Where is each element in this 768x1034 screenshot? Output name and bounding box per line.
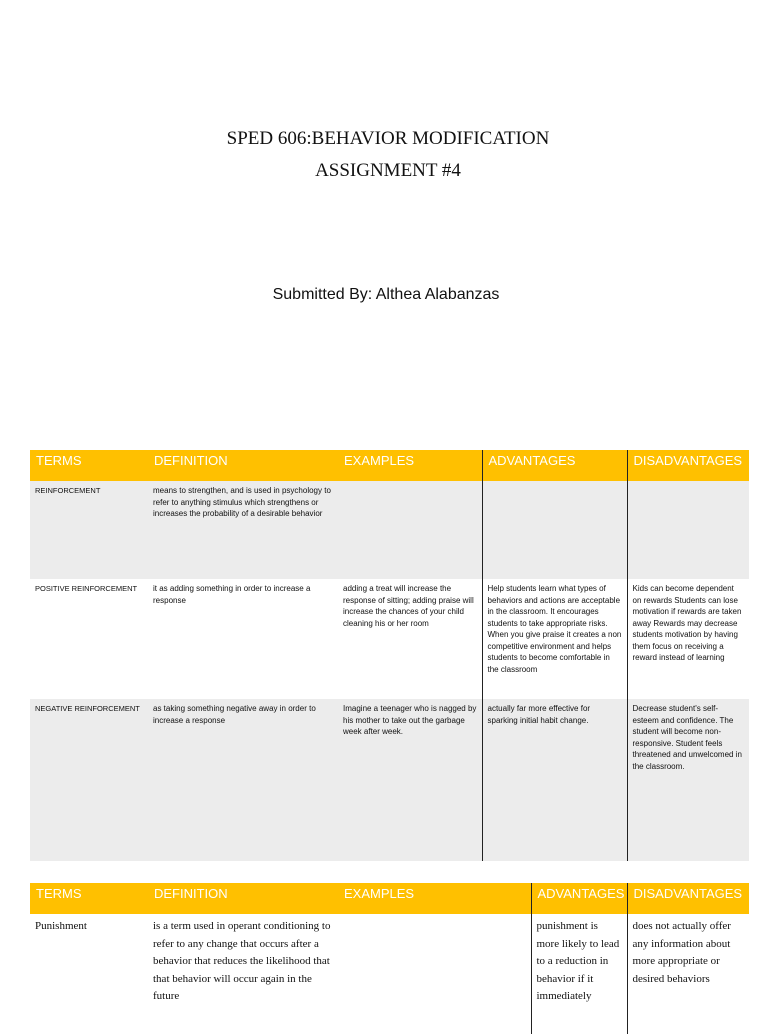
advantages-cell (482, 809, 627, 861)
table-row (30, 579, 749, 699)
table-header-row (30, 883, 749, 914)
header-terms: TERMS (30, 450, 148, 481)
definition-cell: is a term used in operant conditioning to refer to any change that occurs after a behavior that reduces the likelihood that that behavior will occur again in the future (153, 920, 331, 1002)
disadvantages-cell: Kids can become dependent on rewards Students can lose motivation if rewards are taken away Rewards may decrease students motivation by having them focus on receiving a reward instead of learning (627, 579, 749, 699)
header-examples: EXAMPLES (338, 450, 482, 481)
table-header-row (30, 450, 749, 481)
examples-cell: adding a treat will increase the response of sitting; adding praise will increase the chances of your child cleaning his or her room (343, 584, 474, 628)
header-disadvantages: DISADVANTAGES (627, 450, 749, 481)
definition-cell: as taking something negative away in order to increase a response (148, 699, 338, 809)
examples-cell: Imagine a teenager who is nagged by his mother to take out the garbage week after week. (338, 699, 482, 809)
term-cell: REINFORCEMENT (30, 481, 148, 579)
examples-cell (338, 809, 482, 861)
header-terms: TERMS (30, 883, 148, 914)
term-cell: Punishment (35, 920, 87, 932)
punishment-table (30, 883, 749, 1034)
table-row (30, 809, 749, 861)
header-definition: DEFINITION (148, 883, 338, 914)
definition-cell: means to strengthen, and is used in psychology to refer to anything stimulus which strengthens or increases the probability of a desirable behavior (148, 481, 338, 579)
term-cell: POSITIVE REINFORCEMENT (35, 584, 138, 593)
document-title: SPED 606:BEHAVIOR MODIFICATION (226, 128, 550, 149)
header-advantages: ADVANTAGES (482, 450, 627, 481)
header-definition: DEFINITION (148, 450, 338, 481)
header-examples: EXAMPLES (338, 883, 531, 914)
advantages-cell: actually far more effective for sparking initial habit change. (482, 699, 627, 809)
definition-cell: it as adding something in order to increase a response (153, 584, 311, 605)
advantages-cell: punishment is more likely to lead to a reduction in behavior if it immediately (531, 914, 627, 1034)
table-row (30, 914, 749, 1034)
term-cell: NEGATIVE REINFORCEMENT (30, 699, 148, 809)
disadvantages-cell (627, 481, 749, 579)
table-row (30, 699, 749, 809)
examples-cell (338, 914, 531, 1034)
header-advantages: ADVANTAGES (531, 883, 627, 914)
definition-cell (148, 809, 338, 861)
term-cell (30, 809, 148, 861)
reinforcement-table (30, 450, 749, 861)
header-disadvantages: DISADVANTAGES (627, 883, 749, 914)
disadvantages-cell: does not actually offer any information about more appropriate or desired behaviors (627, 914, 749, 1034)
advantages-cell: Help students learn what types of behaviors and actions are acceptable in the classroom. It encourages students to take appropriate risks. When you give praise it creates a non competitive environment and helps students to become comfortable in the classroom (482, 579, 627, 699)
disadvantages-cell: Decrease student's self-esteem and confidence. The student will become non-responsive. Student feels threatened and unwelcomed in the classroom. (627, 699, 749, 809)
submitted-by: Submitted By: Althea Alabanzas (272, 286, 500, 303)
table-row (30, 481, 749, 579)
disadvantages-cell (627, 809, 749, 861)
assignment-title: ASSIGNMENT #4 (315, 160, 461, 181)
advantages-cell (482, 481, 627, 579)
examples-cell (338, 481, 482, 579)
